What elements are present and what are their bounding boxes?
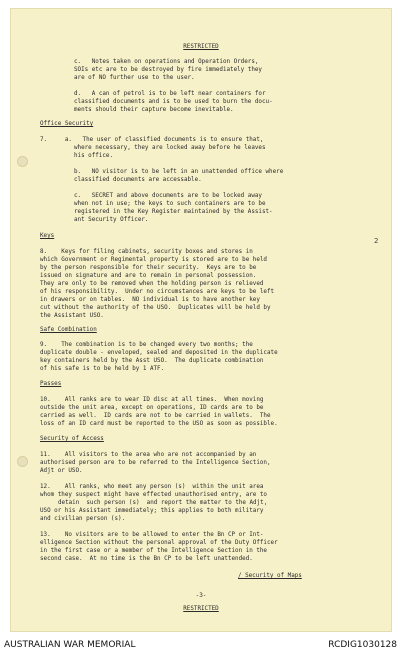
text-line: in the first case or a member of the Intelligence Section in the — [40, 548, 267, 554]
text-line: cut without the authority of the USO. Duplicates will be held by — [40, 305, 271, 311]
text-line: 10. All ranks are to wear ID disc at all times. When moving — [40, 397, 264, 403]
text-line: detain such person (s) and report the matter to the Adjt, — [58, 500, 268, 506]
text-line: Adjt or USO. — [40, 468, 83, 474]
text-line: 8. Keys for filing cabinets, security boxes and stores in — [40, 249, 253, 255]
text-line: b. NO visitor is to be left in an unattended office where — [74, 169, 284, 175]
text-line: in drawers or on tables. NO individual is to have another key — [40, 297, 260, 303]
text-line: are of NO further use to the user. — [74, 75, 195, 81]
text-line: duplicate double - enveloped, sealed and deposited in the duplicate — [40, 350, 278, 356]
text-line: his office. — [74, 153, 114, 159]
section-heading: Office Security — [40, 121, 94, 127]
text-line: loss of an ID card must be reported to the USO as soon as possible. — [40, 421, 278, 427]
punch-hole — [17, 456, 28, 467]
text-line: SOIs etc are to be destroyed by fire immediately they — [74, 67, 262, 73]
section-heading: Keys — [40, 233, 55, 239]
text-line: c. Notes taken on operations and Operation Orders, — [74, 59, 259, 65]
punch-hole — [17, 156, 28, 167]
text-line: outside the unit area, except on operations, ID cards are to be — [40, 405, 264, 411]
text-line: second case. At no time is the Bn CP to be left unattended. — [40, 556, 253, 562]
text-line: c. SECRET and above documents are to be locked away — [74, 193, 262, 199]
text-line: carried as well. ID cards are not to be carried in wallets. The — [40, 413, 271, 419]
text-line: issued on signature and are to remain in personal possession. — [40, 273, 257, 279]
archive-footer — [0, 632, 403, 654]
archive-reference: RCDIG1030128 — [328, 640, 397, 650]
text-line: elligence Section without the personal approval of the Duty Officer — [40, 540, 278, 546]
text-line: ant Security Officer. — [74, 217, 149, 223]
section-heading: Security of Access — [40, 436, 104, 442]
page-number: -3- — [195, 592, 207, 599]
text-line: 13. No visitors are to be allowed to enter the Bn CP or Int- — [40, 532, 264, 538]
text-line: and civilian person (s). — [40, 516, 126, 522]
text-line: d. A can of petrol is to be left near containers for — [74, 91, 266, 97]
text-line: when not in use; the keys to such containers are to be — [74, 201, 266, 207]
text-line: of his safe is to be held by 1 ATF. — [40, 366, 165, 372]
text-line: the Assistant USO. — [40, 313, 104, 319]
document-page — [10, 8, 392, 632]
text-line: 9. The combination is to be changed every two months; the — [40, 342, 253, 348]
text-line: They are only to be removed when the holding person is relieved — [40, 281, 264, 287]
text-line: which Government or Regimental property is stored are to be held — [40, 257, 267, 263]
section-heading: Passes — [40, 381, 62, 387]
text-line: USO or his Assistant immediately; this applies to both military — [40, 508, 264, 514]
classification-header: RESTRICTED — [183, 44, 219, 50]
archive-name: AUSTRALIAN WAR MEMORIAL — [4, 640, 136, 650]
text-line: 11. All visitors to the area who are not accompanied by an — [40, 452, 257, 458]
text-line: key containers held by the Asst USO. The duplicate combination — [40, 358, 264, 364]
text-line: 7. a. The user of classified documents is to ensure that, — [40, 137, 264, 143]
text-line: ments should their capture become inevitable. — [74, 107, 234, 113]
margin-mark: 2 — [374, 237, 379, 245]
text-line: whom they suspect might have effected unauthorised entry, are to — [40, 492, 267, 498]
text-line: by the person responsible for their security. Keys are to be — [40, 265, 257, 271]
section-heading: Safe Combination — [40, 327, 97, 333]
text-line: classified documents are accessable. — [74, 177, 202, 183]
text-line: of his responsibility. Under no circumstances are keys to be left — [40, 289, 275, 295]
text-line: registered in the Key Register maintained by the Assist- — [74, 209, 273, 215]
text-line: classified documents and is to be used to burn the docu- — [74, 99, 273, 105]
text-line: authorised person are to be referred to the Intelligence Section, — [40, 460, 271, 466]
text-line: where necessary, they are locked away before he leaves — [74, 145, 266, 151]
text-line: 12. All ranks, who meet any person (s) within the unit area — [40, 484, 264, 490]
classification-footer: RESTRICTED — [183, 606, 219, 612]
continuation-note: / Security of Maps — [238, 573, 302, 579]
